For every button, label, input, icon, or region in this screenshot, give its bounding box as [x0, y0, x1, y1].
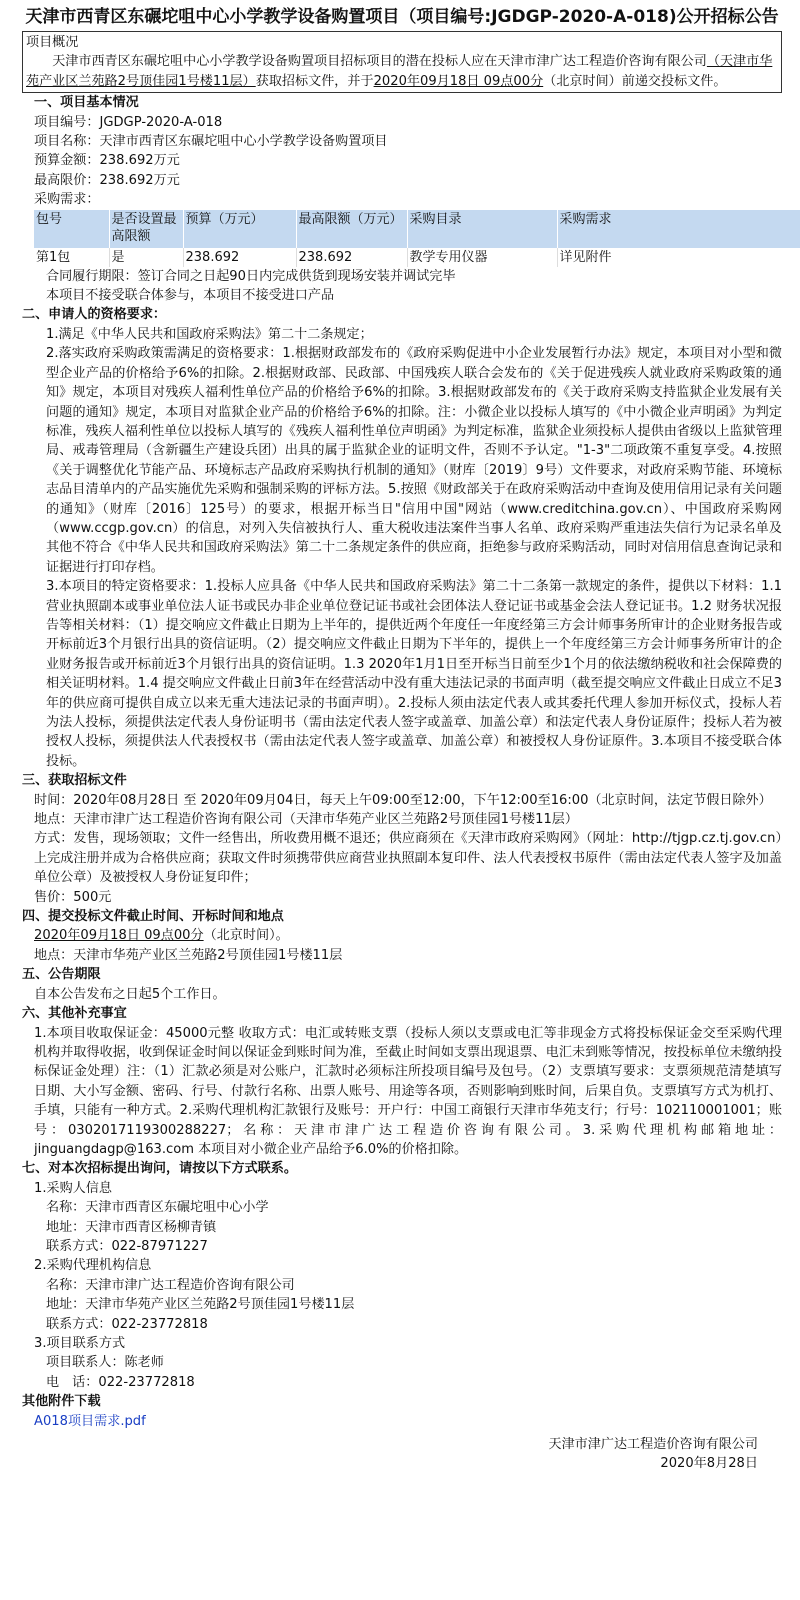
col-catalog: 采购目录 [407, 210, 557, 248]
footer-org: 天津市津广达工程造价咨询有限公司 [548, 1437, 758, 1453]
overview-label: 项目概况 [26, 35, 79, 50]
agent-heading: 2.采购代理机构信息 [34, 1258, 152, 1274]
col-max-limit-set: 是否设置最高限额 [109, 210, 183, 248]
overview-body-pre: 天津市西青区东碾坨咀中心小学教学设备购置项目招标项目的潜在投标人应在天津市津广达工程造价咨询有限公司 [52, 54, 707, 70]
overview-body-mid: 获取招标文件，并于 [255, 73, 374, 89]
section-5-title: 五、公告期限 [22, 967, 101, 983]
qualification-p3: 3.本项目的特定资格要求：1.投标人应具备《中华人民共和国政府采购法》第二十二条第一款规定的条件，提供以下材料：1.1营业执照副本或事业单位法人证书或民办非企业单位登记证书或社会团体法人登记证书或基金会法人登记证书。1.2 财务状况报告等相关材料：（1）提交响应文件截止日期为上半年的，提供近两个年度任一年度经第三方会计师事务所审计的企业财务报告或开标前近3个月银行出具的资信证明。（2）提交响应文件截止日期为下半年的，提供上一个年度经第三方会计师事务所审计的企业财务报告或开标前近3个月银行出具的资信证明。1.3 2020年1月1日至开标当日前至少1个月的依法缴纳税收和社会保障费的相关证明材料。1.4 提交响应文件截止日前3年在经营活动中没有重大违法记录的书面声明（截至提交响应文件截止日成立不足3年的供应商可提供自成立以来无重大违法记录的书面声明）。2.投标人须由法定代表人或其委托代理人参加开标仪式，投标人若为法人投标，须提供法定代表人身份证明书（需由法定代表人签字或盖章、加盖公章）和法定代表人身份证原件；投标人若为被授权人投标，须提供法人代表授权书（需由法定代表人签字或盖章、加盖公章）和被授权人身份证原件。3.本项目不接受联合体投标。 [46, 579, 782, 769]
max-price: 最高限价：238.692万元 [34, 172, 180, 188]
page-title: 天津市西青区东碾坨咀中心小学教学设备购置项目（项目编号:JGDGP-2020-A-018)公开招标公告 [25, 7, 779, 27]
consortium-note: 本项目不接受联合体参与，本项目不接受进口产品 [46, 288, 335, 304]
obtain-method: 方式：发售，现场领取；文件一经售出，所收费用概不退还；供应商须在《天津市政府采购网》（网址：http://tjgp.cz.tj.gov.cn）上完成注册并成为合格供应商；获取文件时须携带供应商营业执照副本复印件、法人代表授权书原件（需由法定代表人签字及加盖单位公章）及被授权人身份证复印件； [34, 831, 782, 886]
col-budget: 预算（万元） [183, 210, 296, 248]
qualification-p2: 2.落实政府采购政策需满足的资格要求：1.根据财政部发布的《政府采购促进中小企业发展暂行办法》规定，本项目对小型和微型企业产品的价格给予6%的扣除。2.根据财政部、民政部、中国残疾人联合会发布的《关于促进残疾人就业政府采购政策的通知》规定，本项目对残疾人福利性单位产品的价格给予6%的扣除。3.根据财政部发布的《关于政府采购支持监狱企业发展有关问题的通知》规定，本项目对监狱企业产品的价格给予6%的扣除。注：小微企业以投标人填写的《中小微企业声明函》为判定标准，残疾人福利性单位以投标人填写的《残疾人福利性单位声明函》为判定标准，监狱企业须投标人提供由省级以上监狱管理局、戒毒管理局（含新疆生产建设兵团）出具的属于监狱企业的证明文件，否则不予认定。"1-3"二项政策不重复享受。4.按照《关于调整优化节能产品、环境标志产品政府采购执行机制的通知》（财库〔2019〕9号）文件要求，对政府采购节能、环境标志品目清单内的产品实施优先采购和强制采购的评标方法。5.按照《财政部关于在政府采购活动中查询及使用信用记录有关问题的通知》（财库〔2016〕125号）的要求，根据开标当日"信用中国"网站（www.creditchina.gov.cn）、中国政府采购网（www.ccgp.gov.cn）的信息，对列入失信被执行人、重大税收违法案件当事人名单、政府采购严重违法失信行为记录名单及其他不符合《中华人民共和国政府采购法》第二十二条规定条件的供应商，拒绝参与政府采购活动，同时对信用信息查询记录和证据进行打印存档。 [46, 346, 782, 575]
obtain-price: 售价：500元 [34, 889, 112, 905]
project-overview-box [22, 31, 782, 93]
col-package: 包号 [34, 210, 109, 248]
col-requirement: 采购需求 [557, 210, 800, 248]
agent-phone: 联系方式：022-23772818 [46, 1316, 208, 1332]
agent-address: 地址：天津市华苑产业区兰苑路2号顶佳园1号楼11层 [46, 1297, 355, 1313]
cell-max-limit: 238.692 [296, 248, 407, 267]
section-1-title: 一、项目基本情况 [34, 95, 139, 111]
overview-body-post: （北京时间）前递交投标文件。 [543, 73, 727, 89]
contract-period: 合同履行期限：签订合同之日起90日内完成供货到现场安装并调试完毕 [46, 268, 456, 284]
section-4-title: 四、提交投标文件截止时间、开标时间和地点 [22, 909, 284, 925]
contact-phone: 电 话：022-23772818 [46, 1374, 195, 1390]
col-max-limit: 最高限额（万元） [296, 210, 407, 248]
overview-address: （天津市华苑产业区兰苑路2号顶佳园1号楼11层） [26, 54, 773, 89]
buyer-name: 名称：天津市西青区东碾坨咀中心小学 [46, 1200, 269, 1216]
footer-date: 2020年8月28日 [660, 1456, 758, 1472]
attachments-title: 其他附件下载 [22, 1394, 101, 1410]
obtain-time: 时间：2020年08月28日 至 2020年09月04日，每天上午09:00至12:00，下午12:00至16:00（北京时间，法定节假日除外） [34, 792, 772, 808]
qualification-p1: 1.满足《中华人民共和国政府采购法》第二十二条规定； [46, 326, 373, 342]
submit-place: 地点：天津市华苑产业区兰苑路2号顶佳园1号楼11层 [34, 947, 343, 963]
section-2-title: 二、申请人的资格要求： [22, 307, 167, 323]
section-3-title: 三、获取招标文件 [22, 773, 127, 789]
obtain-place: 地点：天津市津广达工程造价咨询有限公司（天津市华苑产业区兰苑路2号顶佳园1号楼11层） [34, 812, 578, 828]
procurement-needs-label: 采购需求： [34, 192, 100, 208]
cell-budget: 238.692 [183, 248, 296, 267]
submit-deadline-time: 2020年09月18日 09点00分 [34, 928, 204, 944]
table-header-row [34, 210, 800, 248]
submit-deadline-suffix: （北京时间）。 [203, 928, 289, 944]
cell-package: 第1包 [34, 248, 109, 267]
section-6-title: 六、其他补充事宜 [22, 1006, 127, 1022]
attachment-link[interactable]: A018项目需求.pdf [34, 1413, 146, 1429]
overview-body [26, 52, 778, 91]
contact-person: 项目联系人：陈老师 [46, 1355, 164, 1371]
requirements-table [34, 210, 800, 267]
project-name: 项目名称：天津市西青区东碾坨咀中心小学教学设备购置项目 [34, 134, 388, 150]
submit-deadline [22, 926, 782, 945]
notice-period: 自本公告发布之日起5个工作日。 [34, 986, 226, 1002]
overview-deadline: 2020年09月18日 09点00分 [373, 73, 544, 89]
section-7-title: 七、对本次招标提出询问，请按以下方式联系。 [22, 1161, 297, 1177]
project-number: 项目编号：JGDGP-2020-A-018 [34, 114, 223, 130]
buyer-heading: 1.采购人信息 [34, 1180, 112, 1196]
agent-name: 名称：天津市津广达工程造价咨询有限公司 [46, 1277, 295, 1293]
cell-requirement: 详见附件 [559, 249, 612, 265]
cell-catalog: 教学专用仪器 [407, 248, 557, 267]
buyer-address: 地址：天津市西青区杨柳青镇 [46, 1219, 217, 1235]
budget-amount: 预算金额：238.692万元 [34, 153, 180, 169]
table-row [34, 248, 800, 267]
cell-max-limit-set: 是 [109, 248, 183, 267]
other-matters: 1.本项目收取保证金：45000元整 收取方式：电汇或转账支票（投标人须以支票或电汇等非现金方式将投标保证金交至采购代理机构并取得收据，收到保证金时间以保证金到账时间为准，至截止时间如支票出现退票、电汇未到账等情况，按投标单位未缴纳投标保证金处理）注：（1）汇款必须是对公账户，汇款时必须标注所投项目编号及包号。（2）支票填写要求：支票须规范清楚填写日期、大小写金额、密码、行号、付款行名称、出票人账号、用途等各项，否则影响到账时间，后果自负。支票填写方式为机打、手填，只能有一种方式。2.采购代理机构汇款银行及账号：开户行：中国工商银行天津市华苑支行；行号：102110001001；账号：0302017119300288227；名称：天津市津广达工程造价咨询有限公司。3.采购代理机构邮箱地址：jinguangdagp@163.com 本项目对小微企业产品给予6.0%的价格扣除。 [34, 1025, 782, 1157]
contact-heading: 3.项目联系方式 [34, 1336, 126, 1351]
buyer-phone: 联系方式：022-87971227 [46, 1238, 208, 1254]
